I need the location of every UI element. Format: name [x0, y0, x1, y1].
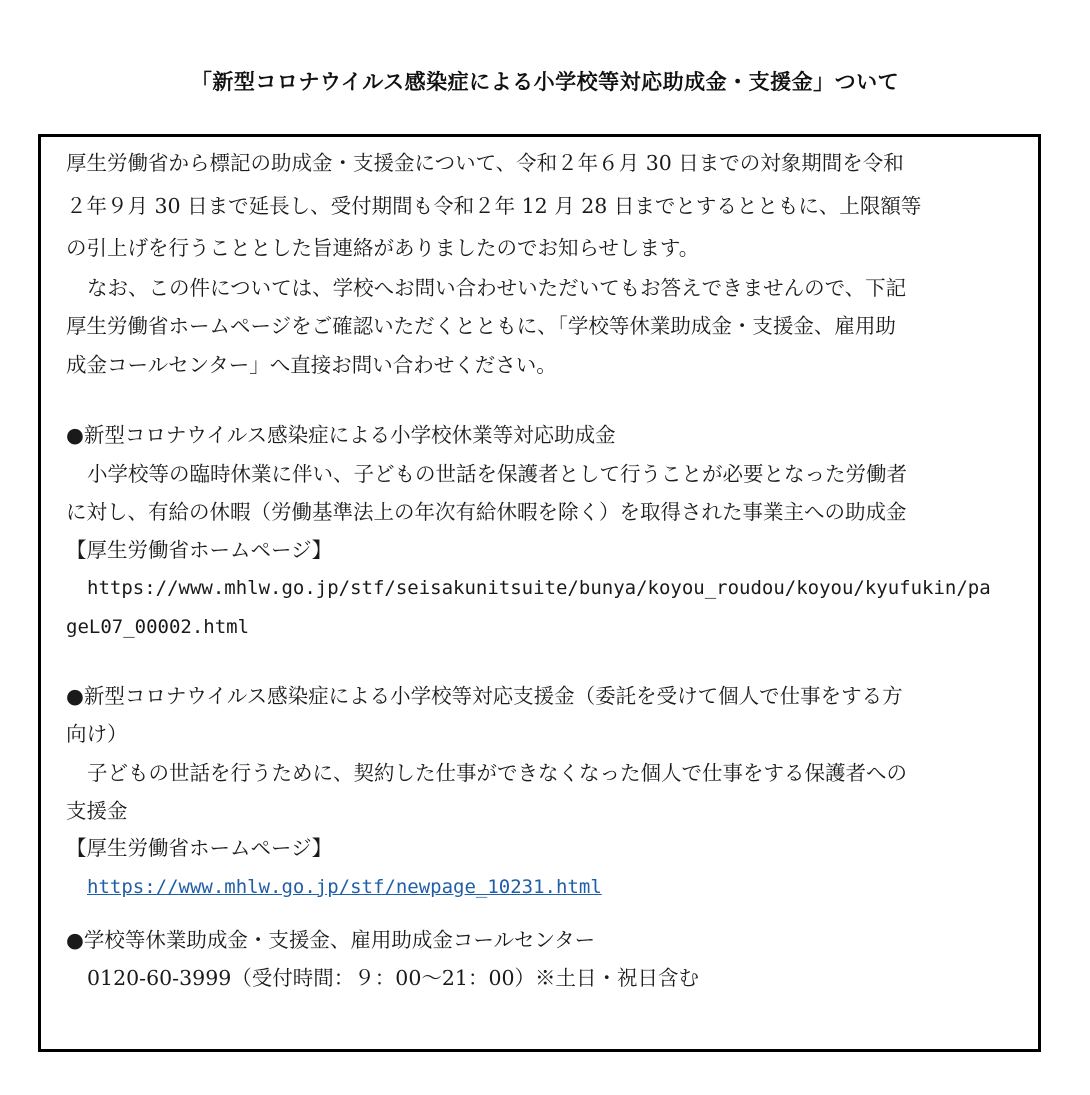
mhlw-homepage-label: 【厚生労働省ホームページ】	[66, 537, 333, 562]
section-description-line: 小学校等の臨時休業に伴い、子どもの世話を保護者として行うことが必要となった労働者	[87, 461, 907, 486]
intro-paragraph	[66, 153, 1026, 375]
notice-content	[66, 145, 1026, 988]
intro-line: ２年９月 30 日まで延長し、受付期間も令和２年 12 月 28 日までとするとともに、上限額等	[66, 193, 922, 218]
section-heading: ●新型コロナウイルス感染症による小学校等対応支援金（委託を受けて個人で仕事をする方	[66, 684, 903, 708]
mhlw-homepage-label: 【厚生労働省ホームページ】	[66, 836, 333, 860]
notice-box	[38, 134, 1041, 1052]
intro-line: の引上げを行うこととした旨連絡がありましたのでお知らせします。	[66, 236, 700, 260]
call-center-phone: 0120-60-3999（受付時間：９：00～21：00）※土日・祝日含む	[87, 965, 700, 990]
document-title: 「新型コロナウイルス感染症による小学校等対応助成金・支援金」ついて	[190, 70, 900, 94]
section-description-line: に対し、有給の休暇（労働基準法上の年次有給休暇を除く）を取得された事業主への助成金	[66, 500, 907, 524]
intro-line: 厚生労働省から標記の助成金・支援金について、令和２年６月 30 日までの対象期間を令和	[66, 151, 904, 175]
section-childcare-grant	[66, 425, 1026, 638]
mhlw-grant-url-continued: geL07_00002.html	[66, 615, 250, 638]
section-heading: ●新型コロナウイルス感染症による小学校休業等対応助成金	[66, 423, 616, 447]
mhlw-support-url-link[interactable]: https://www.mhlw.go.jp/stf/newpage_10231.html	[87, 875, 602, 898]
section-freelancer-support	[66, 686, 1026, 898]
section-description-line: 子どもの世話を行うために、契約した仕事ができなくなった個人で仕事をする保護者への	[87, 761, 907, 785]
section-call-center	[66, 930, 1026, 988]
intro-line: 厚生労働省ホームページをご確認いただくとともに、「学校等休業助成金・支援金、雇用助	[66, 314, 896, 338]
section-heading-continued: 向け）	[66, 721, 128, 746]
section-heading: ●学校等休業助成金・支援金、雇用助成金コールセンター	[66, 928, 596, 952]
intro-line: 成金コールセンター」へ直接お問い合わせください。	[66, 352, 557, 377]
section-description-line: 支援金	[66, 798, 128, 823]
intro-line: なお、この件については、学校へお問い合わせいただいてもお答えできませんので、下記	[87, 275, 907, 300]
mhlw-grant-url: https://www.mhlw.go.jp/stf/seisakunitsuite/bunya/koyou_roudou/koyou/kyufukin/pa	[87, 577, 991, 599]
